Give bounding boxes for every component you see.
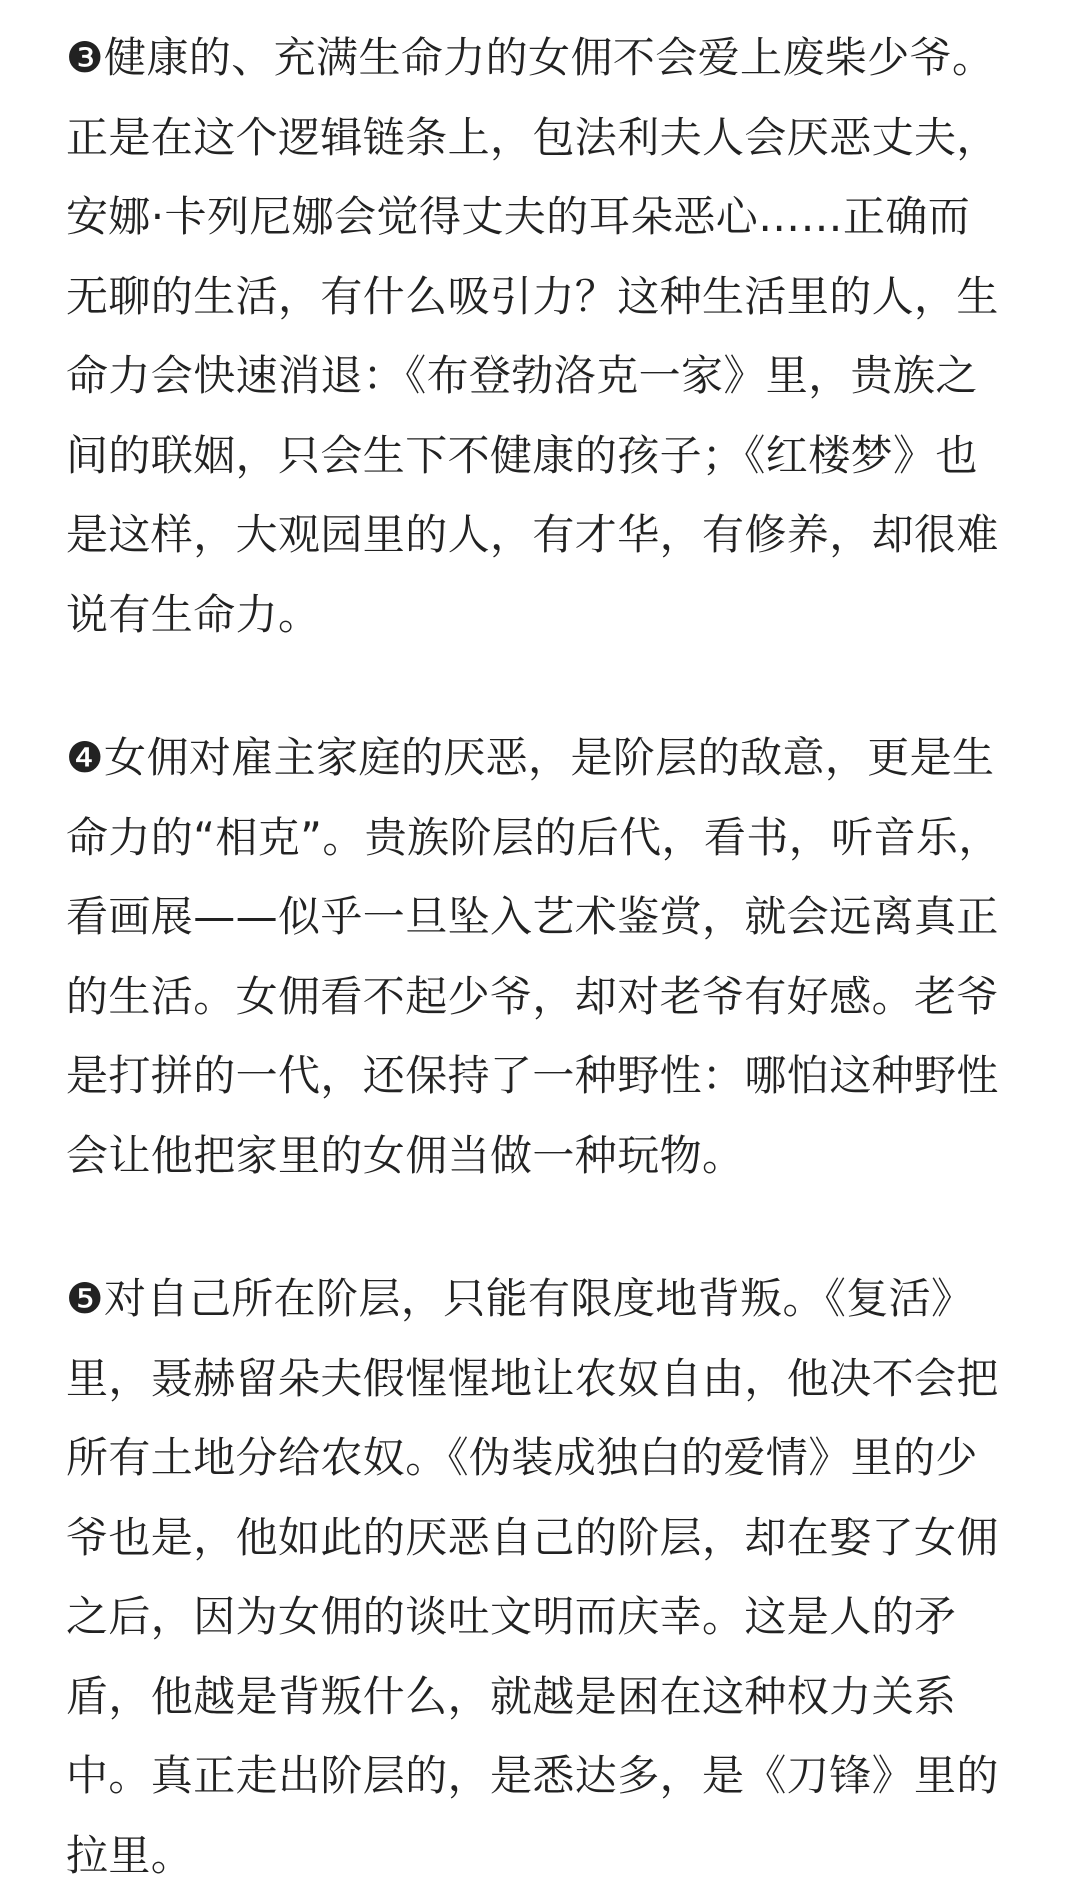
paragraph-4 (66, 718, 1026, 1195)
text-line: 是这样，大观园里的人，有才华，有修养，却很难 (66, 495, 1026, 575)
text-line: 所有土地分给农奴。《伪装成独白的爱情》里的少 (66, 1418, 1026, 1498)
text-line: 命力的“相克”。贵族阶层的后代，看书，听音乐， (66, 798, 1026, 878)
text-line: 命力会快速消退：《布登勃洛克一家》里，贵族之 (66, 336, 1026, 416)
paragraph-3 (66, 18, 1026, 654)
text-line: 正是在这个逻辑链条上，包法利夫人会厌恶丈夫， (66, 98, 1026, 178)
text-line: 安娜·卡列尼娜会觉得丈夫的耳朵恶心……正确而 (66, 177, 1026, 257)
text-line: 会让他把家里的女佣当做一种玩物。 (66, 1116, 1026, 1196)
text-line: 拉里。 (66, 1816, 1026, 1895)
text-line: ❹女佣对雇主家庭的厌恶，是阶层的敌意，更是生 (66, 718, 1026, 798)
text-line: 间的联姻，只会生下不健康的孩子；《红楼梦》也 (66, 416, 1026, 496)
text-line: ❸健康的、充满生命力的女佣不会爱上废柴少爷。 (66, 18, 1026, 98)
paragraph-spacer (66, 1195, 1026, 1259)
text-line: 无聊的生活，有什么吸引力？这种生活里的人，生 (66, 257, 1026, 337)
text-line: 说有生命力。 (66, 575, 1026, 655)
text-line: 之后，因为女佣的谈吐文明而庆幸。这是人的矛 (66, 1577, 1026, 1657)
paragraph-5 (66, 1259, 1026, 1895)
text-line: 的生活。女佣看不起少爷，却对老爷有好感。老爷 (66, 957, 1026, 1037)
text-line: 看画展——似乎一旦坠入艺术鉴赏，就会远离真正 (66, 877, 1026, 957)
paragraph-spacer (66, 654, 1026, 718)
text-line: 爷也是，他如此的厌恶自己的阶层，却在娶了女佣 (66, 1498, 1026, 1578)
text-line: 是打拼的一代，还保持了一种野性：哪怕这种野性 (66, 1036, 1026, 1116)
text-line: 盾，他越是背叛什么，就越是困在这种权力关系 (66, 1657, 1026, 1737)
text-line: 中。真正走出阶层的，是悉达多，是《刀锋》里的 (66, 1736, 1026, 1816)
article-body (66, 18, 1026, 1895)
text-line: ❺对自己所在阶层，只能有限度地背叛。《复活》 (66, 1259, 1026, 1339)
text-line: 里，聂赫留朵夫假惺惺地让农奴自由，他决不会把 (66, 1339, 1026, 1419)
